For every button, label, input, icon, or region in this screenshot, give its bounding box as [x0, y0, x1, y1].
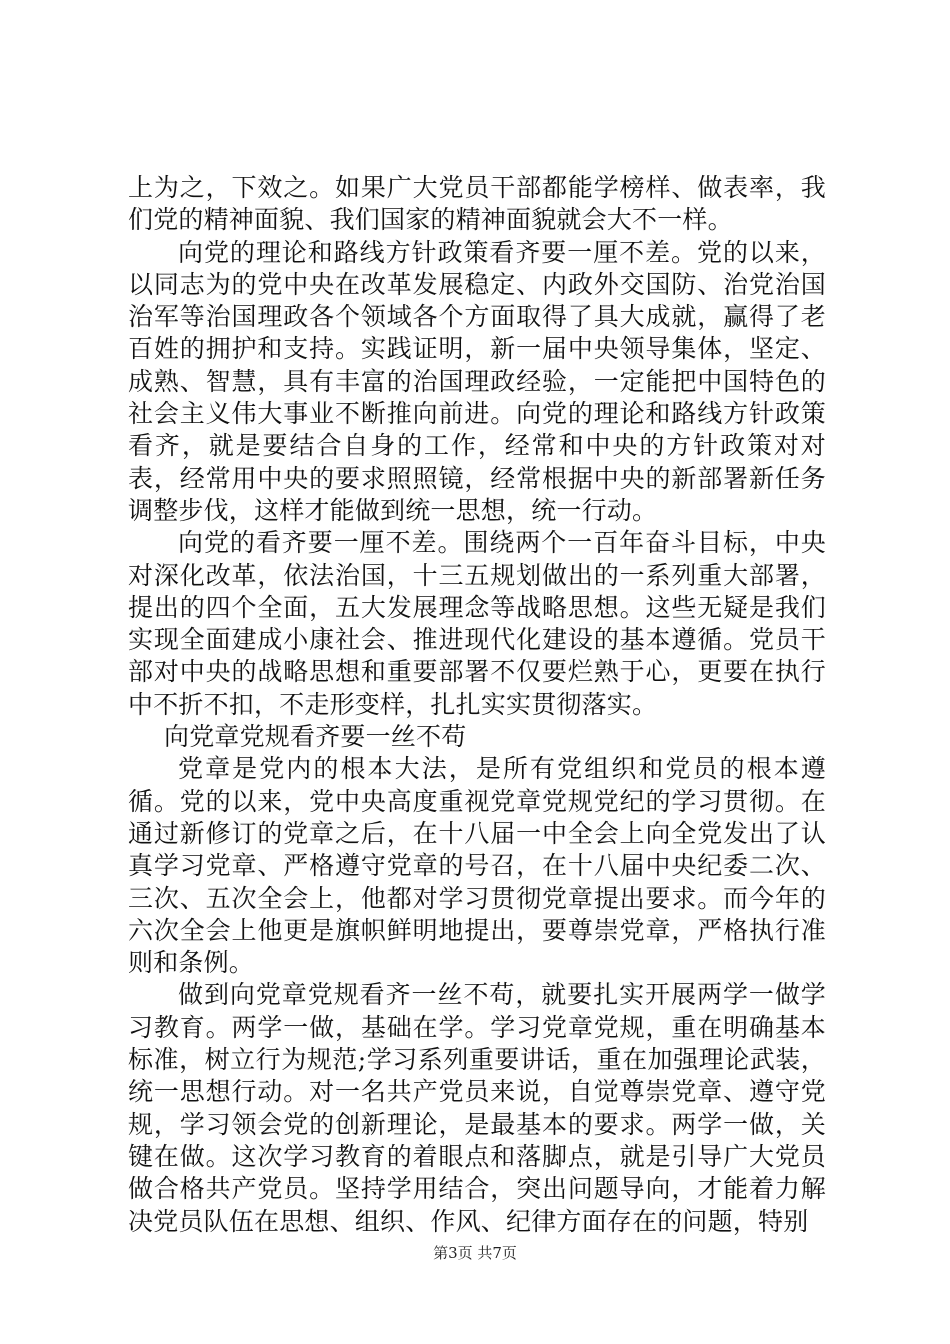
paragraph-3: 向党的看齐要一厘不差。围绕两个一百年奋斗目标，中央对深化改革，依法治国，十三五规划做出的一系列重大部署，提出的四个全面，五大发展理念等战略思想。这些无疑是我们实现全面建成小康社会、推进现代化建设的基本遵循。党员干部对中央的战略思想和重要部署不仅要烂熟于心，更要在执行中不折不扣，不走形变样，扎扎实实贯彻落实。 — [128, 528, 826, 719]
paragraph-1: 上为之，下效之。如果广大党员干部都能学榜样、做表率，我们党的精神面貌、我们国家的精神面貌就会大不一样。 — [128, 173, 826, 235]
paragraph-6: 做到向党章党规看齐一丝不苟，就要扎实开展两学一做学习教育。两学一做，基础在学。学习党章党规，重在明确基本标准，树立行为规范;学习系列重要讲话，重在加强理论武装，统一思想行动。对一名共产党员来说，自觉尊崇党章、遵守党规，学习领会党的创新理论，是最基本的要求。两学一做，关键在做。这次学习教育的着眼点和落脚点，就是引导广大党员做合格共产党员。坚持学用结合，突出问题导向，才能着力解决党员队伍在思想、组织、作风、纪律方面存在的问题，特别 — [128, 980, 826, 1236]
section-heading: 向党章党规看齐要一丝不苟 — [164, 722, 467, 752]
paragraph-5: 党章是党内的根本大法，是所有党组织和党员的根本遵循。党的以来，党中央高度重视党章党规党纪的学习贯彻。在通过新修订的党章之后，在十八届一中全会上向全党发出了认真学习党章、严格遵守党章的号召，在十八届中央纪委二次、三次、五次全会上，他都对学习贯彻党章提出要求。而今年的六次全会上他更是旗帜鲜明地提出，要尊崇党章，严格执行准则和条例。 — [128, 754, 826, 978]
document-body — [128, 172, 826, 1238]
paragraph-2: 向党的理论和路线方针政策看齐要一厘不差。党的以来，以同志为的党中央在改革发展稳定、内政外交国防、治党治国治军等治国理政各个领域各个方面取得了具大成就，赢得了老百姓的拥护和支持。实践证明，新一届中央领导集体，坚定、成熟、智慧，具有丰富的治国理政经验，一定能把中国特色的社会主义伟大事业不断推向前进。向党的理论和路线方针政策看齐，就是要结合自身的工作，经常和中央的方针政策对对表，经常用中央的要求照照镜，经常根据中央的新部署新任务调整步伐，这样才能做到统一思想，统一行动。 — [128, 237, 826, 525]
page-number-footer: 第3页 共7页 — [433, 1244, 517, 1262]
